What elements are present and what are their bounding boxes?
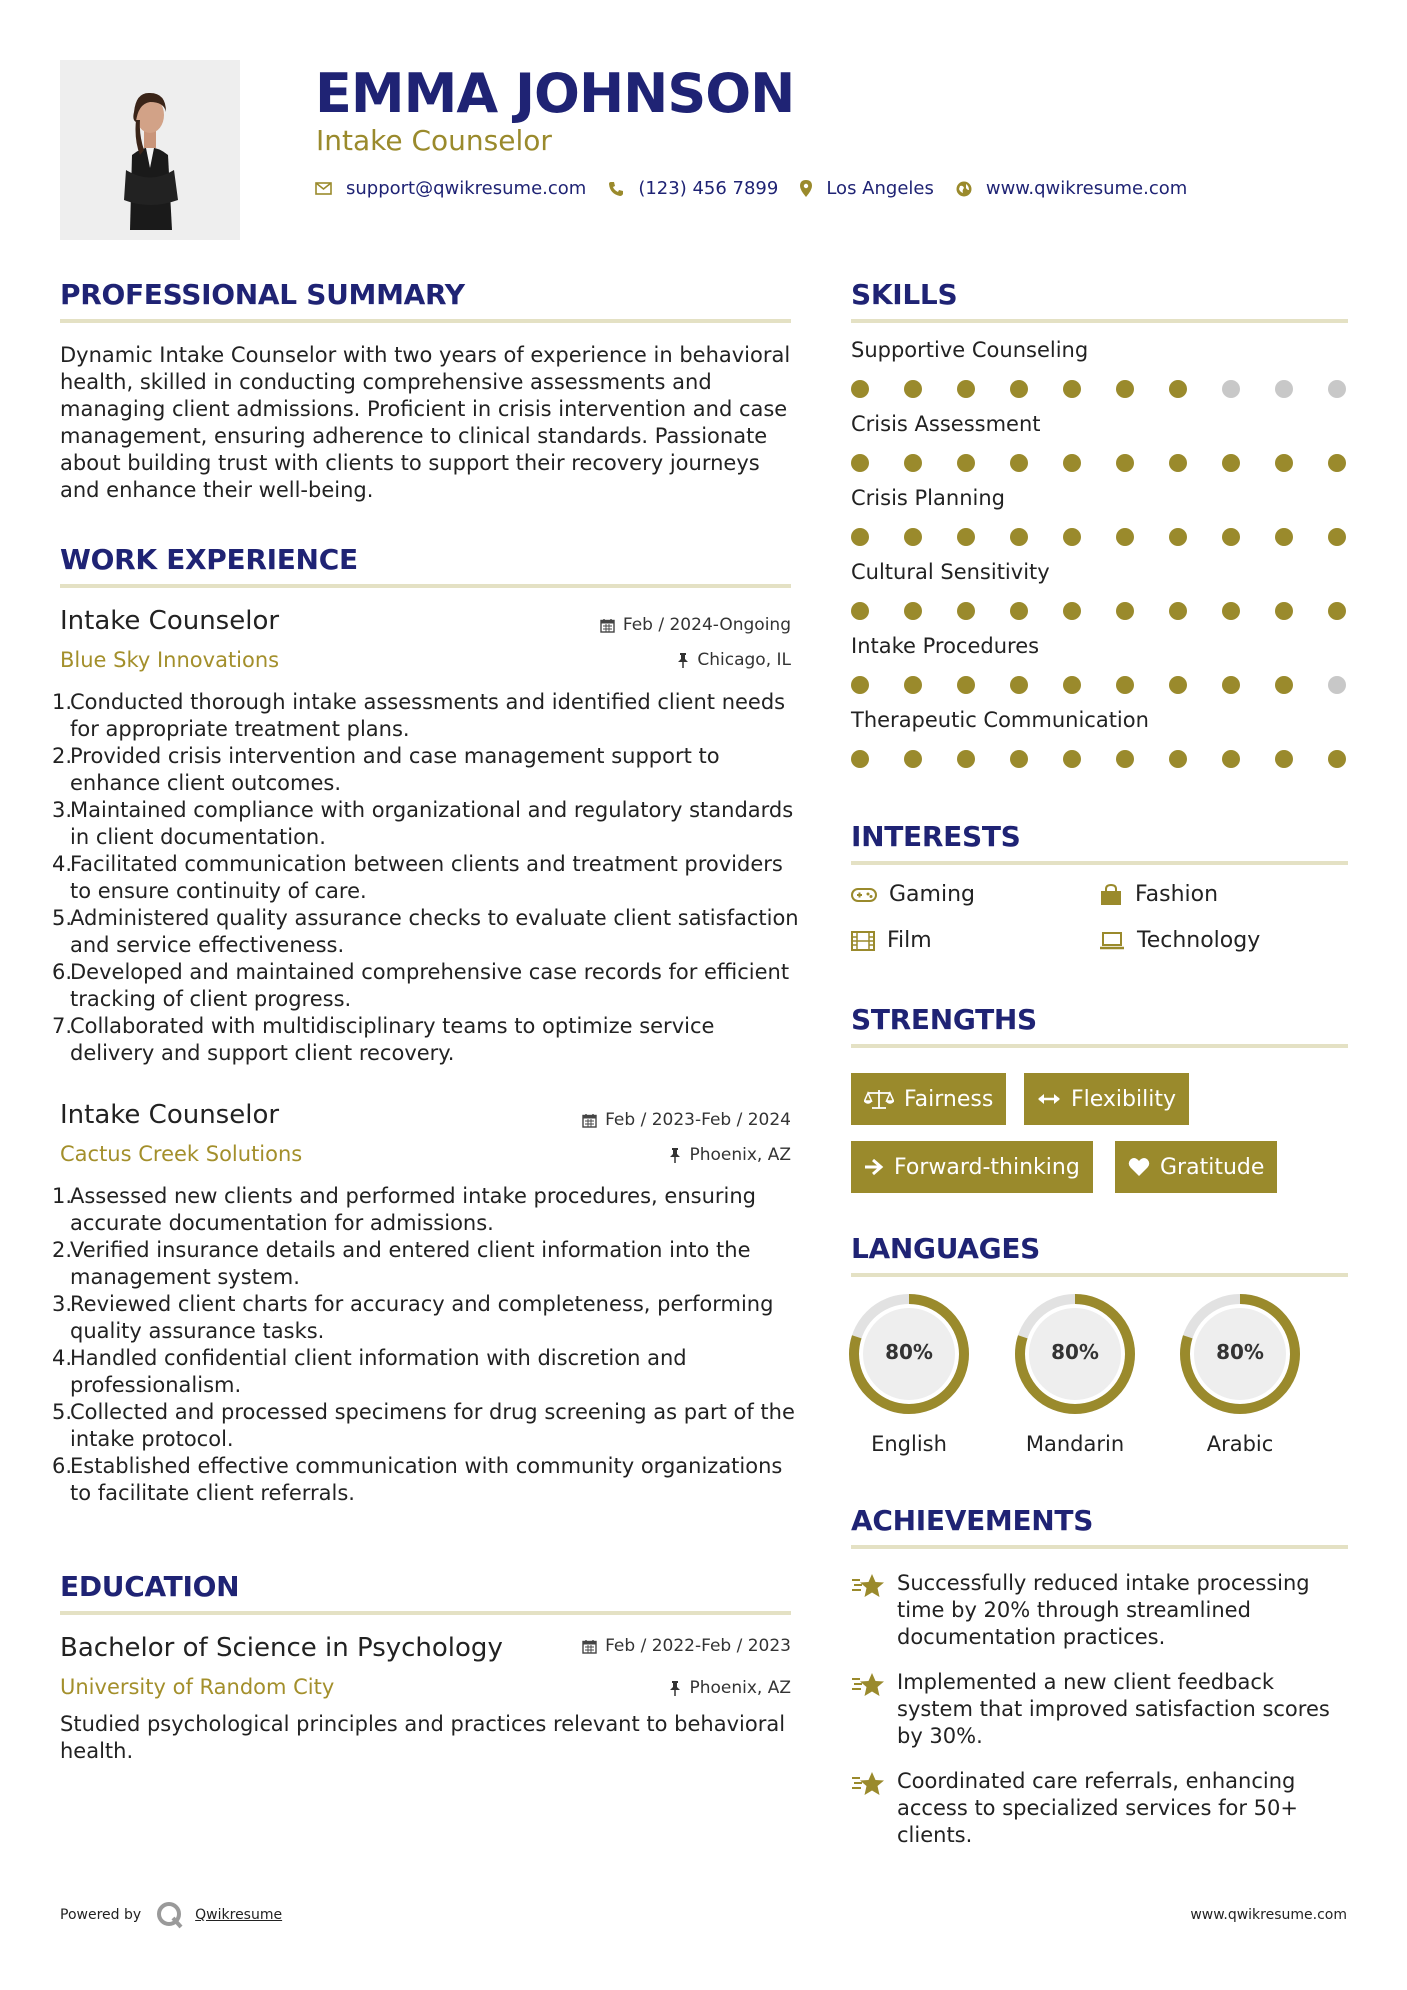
rating-dot <box>1328 676 1346 694</box>
rating-dot <box>1116 454 1134 472</box>
list-item: 7. Collaborated with multidisciplinary teams to optimize service delivery and support client recovery. <box>52 1014 715 1065</box>
interest-fashion: Fashion <box>1099 882 1218 907</box>
rating-dot <box>1275 750 1293 768</box>
interests-rule <box>851 861 1348 865</box>
star-icon <box>851 1770 885 1798</box>
pushpin-icon <box>669 1681 681 1696</box>
rating-dot <box>1010 528 1028 546</box>
summary-text: Dynamic Intake Counselor with two years of experience in behavioral health, skilled in conducting comprehensive assessments and managing client admissions. Proficient in crisis intervention and case management, ensuring adherence to clinical standards. Passionate about building trust with clients to support their recovery journeys and enhance their well-being. <box>60 343 791 502</box>
language-name: Mandarin <box>1025 1432 1125 1456</box>
rating-dot <box>1116 528 1134 546</box>
rating-dot <box>851 528 869 546</box>
gamepad-icon <box>851 887 877 903</box>
rating-dot <box>851 750 869 768</box>
list-item: 1. Assessed new clients and performed intake procedures, ensuring accurate documentation for admissions. <box>52 1184 756 1235</box>
list-item: 6. Developed and maintained comprehensive case records for efficient tracking of client progress. <box>52 960 790 1011</box>
rating-dot <box>1169 380 1187 398</box>
skill-name: Therapeutic Communication <box>851 708 1149 732</box>
strength-badge-forward-thinking: Forward-thinking <box>851 1141 1093 1193</box>
education-heading: EDUCATION <box>60 1570 240 1603</box>
contact-website[interactable] <box>956 178 1187 199</box>
rating-dot <box>1222 750 1240 768</box>
interests-heading: INTERESTS <box>851 820 1021 853</box>
location-text: Los Angeles <box>826 178 934 199</box>
rating-dot <box>1222 602 1240 620</box>
list-item: 1. Conducted thorough intake assessments and identified client needs for appropriate treatment plans. <box>52 690 786 741</box>
rating-dot <box>1275 528 1293 546</box>
rating-dot <box>1328 750 1346 768</box>
rating-dot <box>1275 380 1293 398</box>
rating-dot <box>1116 602 1134 620</box>
rating-dot <box>1275 676 1293 694</box>
language-percent: 80% <box>1051 1340 1099 1364</box>
education-rule <box>60 1611 791 1615</box>
languages-rule <box>851 1273 1348 1277</box>
achievement-item: Successfully reduced intake processing time by 20% through streamlined documentation practices. <box>851 1570 1347 1651</box>
rating-dot <box>904 454 922 472</box>
rating-dot <box>1063 676 1081 694</box>
rating-dot <box>851 676 869 694</box>
job-1-date-text: Feb / 2024-Ongoing <box>622 615 791 635</box>
job-2-title: Intake Counselor <box>60 1100 280 1130</box>
rating-dot <box>1169 750 1187 768</box>
star-icon <box>851 1572 885 1600</box>
rating-dot <box>1169 602 1187 620</box>
rating-dot <box>1063 380 1081 398</box>
footer-website[interactable]: www.qwikresume.com <box>1190 1907 1347 1923</box>
strengths-heading: STRENGTHS <box>851 1003 1037 1036</box>
interest-technology: Technology <box>1099 928 1260 953</box>
rating-dot <box>957 750 975 768</box>
rating-dot <box>1116 676 1134 694</box>
skill-name: Intake Procedures <box>851 634 1040 658</box>
language-percent: 80% <box>1216 1340 1264 1364</box>
school-name: University of Random City <box>60 1675 335 1699</box>
skill-rating <box>851 676 1346 694</box>
qwikresume-link[interactable]: Qwikresume <box>195 1907 283 1923</box>
rating-dot <box>1116 380 1134 398</box>
star-icon <box>851 1671 885 1699</box>
rating-dot <box>1010 676 1028 694</box>
pushpin-icon <box>677 653 689 668</box>
interest-gaming: Gaming <box>851 882 975 907</box>
skill-name: Supportive Counseling <box>851 338 1089 362</box>
calendar-icon <box>582 1113 597 1128</box>
job-2-date-text: Feb / 2023-Feb / 2024 <box>605 1110 791 1130</box>
rating-dot <box>1328 528 1346 546</box>
calendar-icon <box>582 1639 597 1654</box>
powered-by-label: Powered by <box>60 1907 142 1923</box>
language-percent: 80% <box>885 1340 933 1364</box>
arrow-right-icon <box>864 1158 884 1176</box>
list-item: 2. Provided crisis intervention and case management support to enhance client outcomes. <box>52 744 720 795</box>
skill-name: Crisis Assessment <box>851 412 1041 436</box>
list-item: 2. Verified insurance details and entered client information into the management system. <box>52 1238 751 1289</box>
list-item: 3. Maintained compliance with organizational and regulatory standards in client documentation. <box>52 798 794 849</box>
globe-icon <box>956 181 972 197</box>
contact-location <box>800 178 934 199</box>
email-text: support@qwikresume.com <box>346 178 587 199</box>
rating-dot <box>957 528 975 546</box>
rating-dot <box>1275 602 1293 620</box>
calendar-icon <box>600 618 615 633</box>
rating-dot <box>851 380 869 398</box>
rating-dot <box>1063 528 1081 546</box>
rating-dot <box>1010 602 1028 620</box>
achievement-item: Implemented a new client feedback system that improved satisfaction scores by 30%. <box>851 1669 1347 1750</box>
strength-badge-flexibility: Flexibility <box>1024 1073 1189 1125</box>
rating-dot <box>1169 676 1187 694</box>
summary-rule <box>60 319 791 323</box>
rating-dot <box>957 602 975 620</box>
skill-rating <box>851 602 1346 620</box>
achievement-item: Coordinated care referrals, enhancing access to specialized services for 50+ clients. <box>851 1768 1347 1849</box>
job-2-location-text: Phoenix, AZ <box>689 1145 791 1165</box>
rating-dot <box>904 750 922 768</box>
rating-dot <box>1010 454 1028 472</box>
phone-text: (123) 456 7899 <box>638 178 779 199</box>
achievements-rule <box>851 1545 1348 1549</box>
job-2-company: Cactus Creek Solutions <box>60 1142 303 1166</box>
rating-dot <box>1328 602 1346 620</box>
skills-rule <box>851 319 1348 323</box>
education-description: Studied psychological principles and practices relevant to behavioral health. <box>60 1712 786 1763</box>
job-2-location <box>480 1145 791 1165</box>
skill-rating <box>851 454 1346 472</box>
languages-heading: LANGUAGES <box>851 1232 1041 1265</box>
qwikresume-logo-icon <box>155 1900 185 1930</box>
map-pin-icon <box>800 180 812 197</box>
heart-icon <box>1128 1157 1150 1177</box>
job-1-bullets <box>52 689 802 1067</box>
strengths-rule <box>851 1044 1348 1048</box>
skill-name: Crisis Planning <box>851 486 1005 510</box>
film-icon <box>851 931 875 951</box>
rating-dot <box>1328 454 1346 472</box>
rating-dot <box>1222 676 1240 694</box>
rating-dot <box>1116 750 1134 768</box>
footer-powered-by <box>60 1900 282 1930</box>
achievements-heading: ACHIEVEMENTS <box>851 1504 1094 1537</box>
interest-film: Film <box>851 928 932 953</box>
job-2-date <box>480 1110 791 1130</box>
rating-dot <box>851 454 869 472</box>
job-1-location-text: Chicago, IL <box>697 650 791 670</box>
job-1-date <box>480 615 791 635</box>
education-location-text: Phoenix, AZ <box>689 1678 791 1698</box>
strength-badge-fairness: Fairness <box>851 1073 1006 1125</box>
double-arrow-icon <box>1037 1092 1061 1106</box>
website-text: www.qwikresume.com <box>985 178 1188 199</box>
summary-heading: PROFESSIONAL SUMMARY <box>60 278 465 311</box>
rating-dot <box>1063 750 1081 768</box>
strength-badge-gratitude: Gratitude <box>1115 1141 1277 1193</box>
rating-dot <box>1222 380 1240 398</box>
skill-rating <box>851 380 1346 398</box>
shopping-bag-icon <box>1099 884 1123 906</box>
education-location <box>480 1678 791 1698</box>
profile-photo <box>60 60 240 240</box>
degree-title: Bachelor of Science in Psychology <box>60 1633 503 1663</box>
rating-dot <box>904 602 922 620</box>
rating-dot <box>957 380 975 398</box>
phone-icon <box>608 181 624 197</box>
education-date <box>480 1636 791 1656</box>
rating-dot <box>904 676 922 694</box>
rating-dot <box>1222 454 1240 472</box>
contact-bar <box>315 178 1209 199</box>
rating-dot <box>1222 528 1240 546</box>
job-1-company: Blue Sky Innovations <box>60 648 280 672</box>
job-1-title: Intake Counselor <box>60 606 280 636</box>
envelope-icon <box>315 182 332 195</box>
language-name: English <box>871 1432 947 1456</box>
candidate-title: Intake Counselor <box>316 124 552 157</box>
list-item: 4. Facilitated communication between clients and treatment providers to ensure continuity of care. <box>52 852 783 903</box>
rating-dot <box>904 528 922 546</box>
language-name: Arabic <box>1206 1432 1274 1456</box>
list-item: 5. Administered quality assurance checks to evaluate client satisfaction and service effectiveness. <box>52 906 799 957</box>
skill-rating <box>851 528 1346 546</box>
education-date-text: Feb / 2022-Feb / 2023 <box>605 1636 791 1656</box>
skill-name: Cultural Sensitivity <box>851 560 1050 584</box>
rating-dot <box>1169 454 1187 472</box>
experience-rule <box>60 584 791 588</box>
contact-email[interactable] <box>315 178 586 199</box>
rating-dot <box>1169 528 1187 546</box>
laptop-icon <box>1099 932 1125 950</box>
contact-phone[interactable] <box>608 178 778 199</box>
rating-dot <box>904 380 922 398</box>
balance-scale-icon <box>864 1088 894 1110</box>
job-1-location <box>480 650 791 670</box>
rating-dot <box>1010 380 1028 398</box>
rating-dot <box>1063 602 1081 620</box>
pushpin-icon <box>669 1148 681 1163</box>
rating-dot <box>1275 454 1293 472</box>
list-item: 5. Collected and processed specimens for drug screening as part of the intake protocol. <box>52 1400 795 1451</box>
list-item: 3. Reviewed client charts for accuracy and completeness, performing quality assurance tasks. <box>52 1292 774 1343</box>
job-2-bullets <box>52 1183 802 1507</box>
rating-dot <box>957 454 975 472</box>
experience-heading: WORK EXPERIENCE <box>60 543 358 576</box>
candidate-name: EMMA JOHNSON <box>315 62 795 125</box>
rating-dot <box>851 602 869 620</box>
rating-dot <box>1063 454 1081 472</box>
rating-dot <box>957 676 975 694</box>
list-item: 4. Handled confidential client information with discretion and professionalism. <box>52 1346 687 1397</box>
list-item: 6. Established effective communication with community organizations to facilitate client referrals. <box>52 1454 783 1505</box>
skills-heading: SKILLS <box>851 278 958 311</box>
rating-dot <box>1010 750 1028 768</box>
rating-dot <box>1328 380 1346 398</box>
skill-rating <box>851 750 1346 768</box>
